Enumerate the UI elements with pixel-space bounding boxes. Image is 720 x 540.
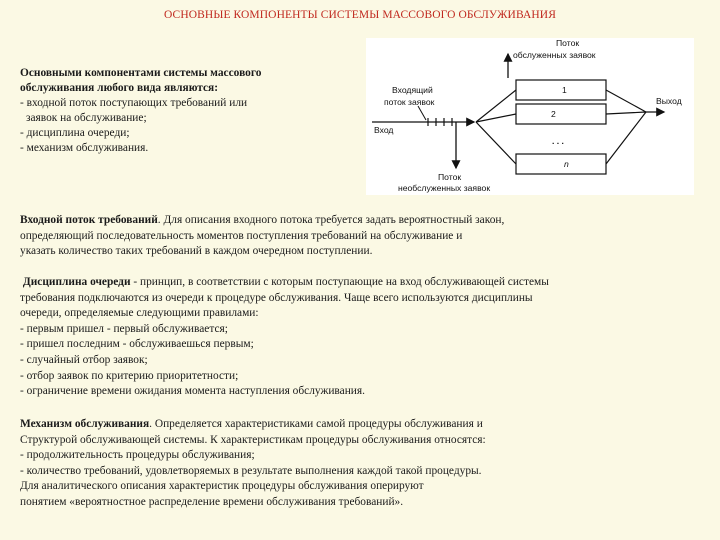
discipline-rule: - случайный отбор заявок;	[20, 353, 148, 366]
served-flow-label-1: Поток	[556, 38, 580, 48]
channel-label-n: n	[564, 159, 569, 169]
discipline-rule: - ограничение времени ожидания момента наступления обслуживания.	[20, 385, 365, 398]
channel-label-1: 1	[562, 85, 567, 95]
mechanism-line: Для аналитического описания характеристик процедуры обслуживания оперируют	[20, 480, 424, 493]
unserved-flow-label-1: Поток	[438, 172, 462, 182]
input-flow-heading: Входной поток требований	[20, 214, 158, 226]
discipline-line: требования подключаются из очереди к процедуре обслуживания. Чаще всего используются дисциплины	[20, 291, 533, 304]
mechanism-line: понятием «вероятностное распределение времени обслуживания требований».	[20, 495, 404, 508]
incoming-flow-label-1: Входящий	[392, 85, 433, 95]
channel-dots: . . .	[552, 136, 564, 146]
mechanism-section	[20, 417, 710, 511]
diagram-svg	[366, 38, 694, 195]
fan-out-lines	[476, 90, 516, 164]
channel-box-2	[516, 104, 606, 124]
discipline-rule: - первым пришел - первый обслуживается;	[20, 322, 228, 335]
input-label: Вход	[374, 125, 394, 135]
incoming-pointer	[418, 106, 426, 120]
channel-box-n	[516, 154, 606, 174]
intro-item: - входной поток поступающих требований или	[20, 97, 248, 109]
discipline-text: - принцип, в соответствии с которым поступающие на вход обслуживающей системы	[130, 276, 549, 288]
page-title: ОСНОВНЫЕ КОМПОНЕНТЫ СИСТЕМЫ МАССОВОГО ОБСЛУЖИВАНИЯ	[164, 9, 556, 21]
mechanism-text: . Определяется характеристиками самой процедуры обслуживания и	[149, 418, 483, 430]
input-flow-section	[20, 213, 710, 260]
discipline-rule: - пришел последним - обслуживаешься первым;	[20, 338, 254, 351]
input-flow-text: . Для описания входного потока требуется задать вероятностный закон,	[157, 214, 505, 226]
discipline-line	[20, 275, 710, 291]
mechanism-line: - продолжительность процедуры обслуживания;	[20, 449, 255, 462]
discipline-heading: Дисциплина очереди	[22, 276, 131, 288]
channel-box-1	[516, 80, 606, 100]
mechanism-line	[20, 417, 710, 433]
fan-in-lines	[606, 90, 646, 164]
incoming-flow-label-2: поток заявок	[384, 97, 435, 107]
channel-label-2: 2	[551, 109, 556, 119]
intro-item: - механизм обслуживания.	[20, 142, 149, 154]
mechanism-line: Структурой обслуживающей системы. К характеристикам процедуры обслуживания относятся:	[20, 433, 486, 446]
input-flow-line: определяющий последовательность моментов поступления требований на обслуживание и	[20, 229, 463, 242]
input-flow-line	[20, 213, 710, 229]
queue-system-diagram	[366, 38, 694, 195]
discipline-line: очереди, определяемые следующими правилами:	[20, 307, 259, 320]
discipline-rule: - отбор заявок по критерию приоритетности;	[20, 369, 239, 382]
discipline-section	[20, 275, 710, 400]
intro-block	[20, 66, 360, 156]
input-flow-line: указать количество таких требований в каждом очередном поступлении.	[20, 245, 373, 258]
mechanism-line: - количество требований, удовлетворяемых в результате выполнения каждой такой процедуры.	[20, 464, 482, 477]
intro-lead-line-1: Основными компонентами системы массового	[20, 67, 262, 79]
output-label: Выход	[656, 96, 682, 106]
intro-lead-line-2: обслуживания любого вида являются:	[20, 82, 218, 94]
intro-item: - дисциплина очереди;	[20, 127, 130, 139]
mechanism-heading: Механизм обслуживания	[20, 418, 150, 430]
intro-item: заявок на обслуживание;	[26, 112, 147, 124]
served-flow-label-2: обслуженных заявок	[513, 50, 596, 60]
unserved-flow-label-2: необслуженных заявок	[398, 183, 491, 193]
